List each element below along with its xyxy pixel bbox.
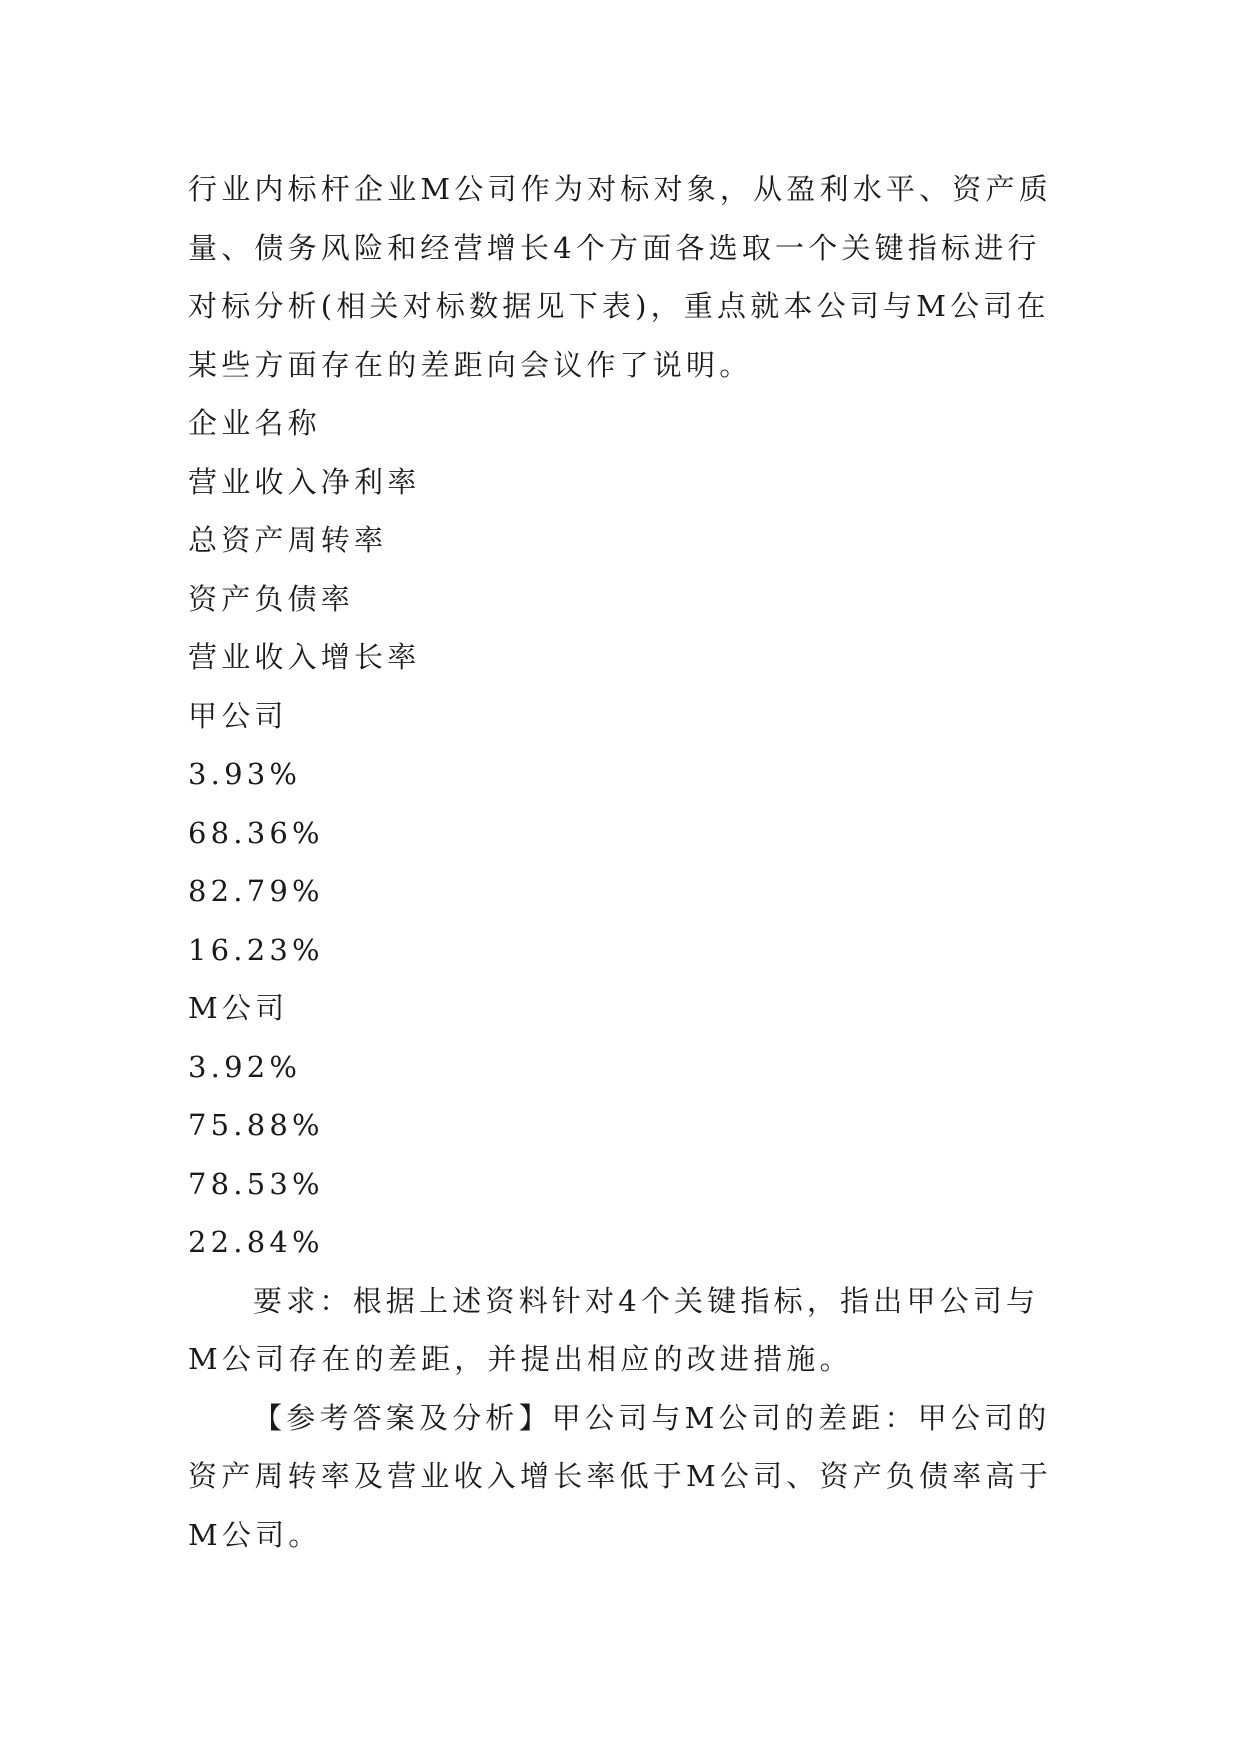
table-cell: 68.36% — [188, 815, 324, 850]
table-header-cell: 资产负债率 — [188, 581, 355, 616]
answer-line: 【参考答案及分析】甲公司与M公司的差距：甲公司的 — [253, 1400, 1051, 1435]
table-cell: 3.93% — [188, 757, 302, 791]
benchmark-table — [188, 394, 1048, 1272]
table-row — [188, 979, 1048, 1272]
intro-line: 某些方面存在的差距向会议作了说明。 — [188, 347, 753, 382]
document-content — [188, 160, 1052, 1564]
intro-paragraph — [188, 160, 1052, 394]
table-cell: 16.23% — [188, 932, 324, 967]
table-cell: 3.92% — [188, 1049, 302, 1084]
table-cell: 78.53% — [188, 1166, 324, 1201]
table-cell: 22.84% — [188, 1225, 324, 1259]
requirement-line: M公司存在的差距，并提出相应的改进措施。 — [188, 1342, 853, 1376]
answer-paragraph — [188, 1389, 1052, 1565]
requirement-line: 要求：根据上述资料针对4个关键指标，指出甲公司与 — [253, 1283, 1040, 1318]
table-cell: 82.79% — [188, 874, 324, 908]
table-header-cell: 总资产周转率 — [188, 523, 388, 557]
intro-line: 量、债务风险和经营增长4个方面各选取一个关键指标进行 — [188, 230, 1041, 265]
table-header-cell: 企业名称 — [188, 406, 321, 440]
answer-line: 资产周转率及营业收入增长率低于M公司、资产负债率高于 — [188, 1459, 1052, 1493]
intro-line: 行业内标杆企业M公司作为对标对象，从盈利水平、资产质 — [188, 172, 1052, 206]
intro-line: 对标分析(相关对标数据见下表)，重点就本公司与M公司在 — [188, 289, 1050, 323]
table-header-cell: 营业收入增长率 — [188, 640, 421, 674]
table-row-name: 甲公司 — [188, 698, 288, 733]
table-cell: 75.88% — [188, 1108, 324, 1142]
requirement-paragraph — [188, 1272, 1048, 1389]
answer-line: M公司。 — [188, 1517, 322, 1552]
table-row-name: M公司 — [188, 991, 289, 1025]
table-header-cell: 营业收入净利率 — [188, 464, 421, 499]
table-row — [188, 687, 1048, 980]
